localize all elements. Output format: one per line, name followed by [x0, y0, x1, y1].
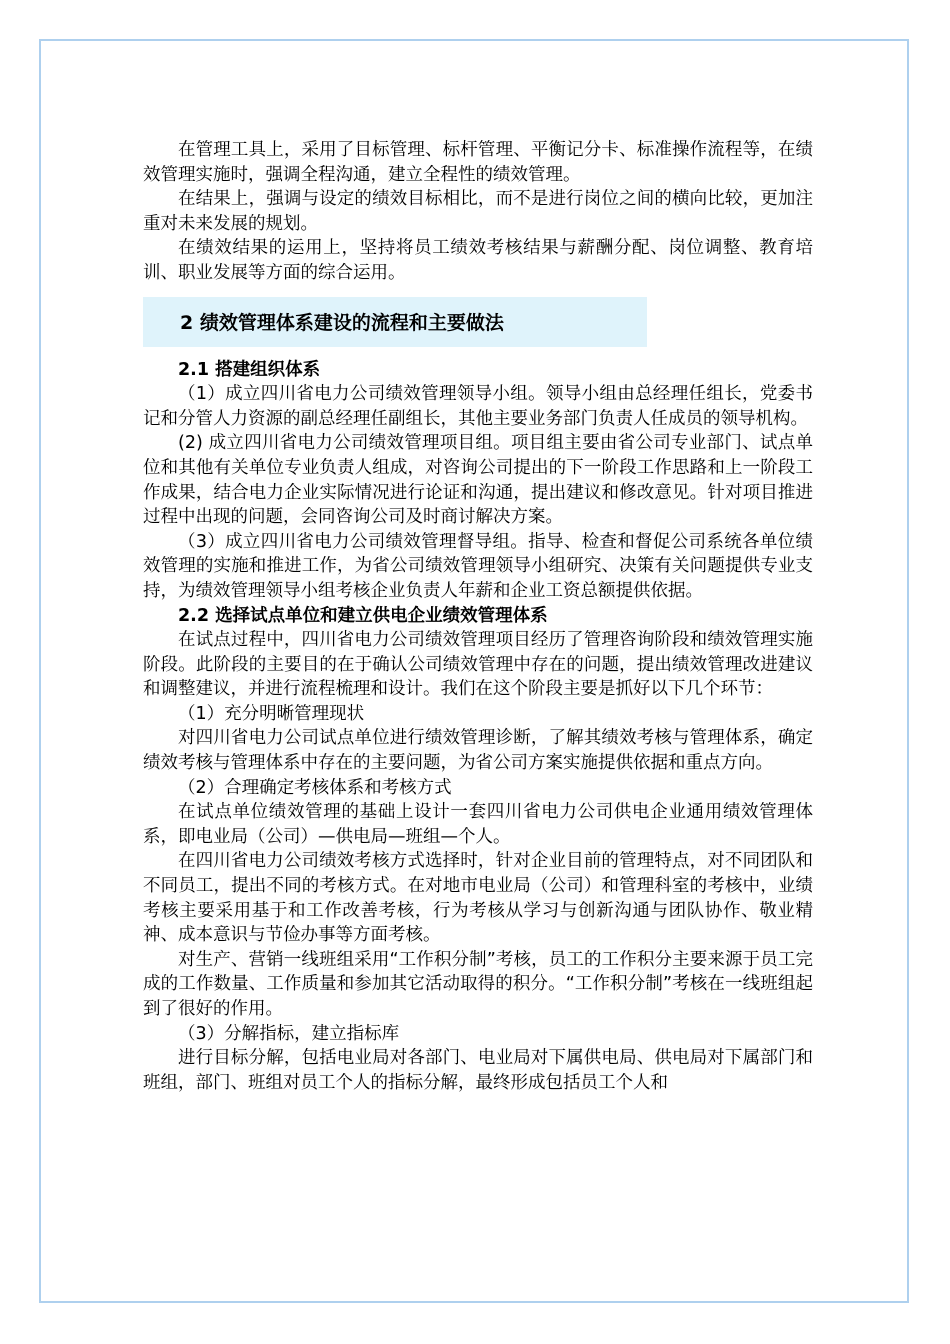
- paragraph: （1）成立四川省电力公司绩效管理领导小组。领导小组由总经理任组长，党委书记和分管人力资源的副总经理任副组长，其他主要业务部门负责人任成员的领导机构。: [143, 384, 813, 429]
- subsection-heading: 2.1 搭建组织体系: [178, 359, 321, 380]
- list-heading: （1）充分明晰管理现状: [178, 703, 365, 724]
- subsection-heading: 2.2 选择试点单位和建立供电企业绩效管理体系: [178, 605, 548, 626]
- paragraph: （3）成立四川省电力公司绩效管理督导组。指导、检查和督促公司系统各单位绩效管理的实施和推进工作，为省公司绩效管理领导小组研究、决策有关问题提供专业支持，为绩效管理领导小组考核企业负责人年薪和企业工资总额提供依据。: [143, 531, 813, 601]
- paragraph: 在四川省电力公司绩效考核方式选择时，针对企业目前的管理特点，对不同团队和不同员工，提出不同的考核方式。在对地市电业局（公司）和管理科室的考核中，业绩考核主要采用基于和工作改善考核，行为考核从学习与创新沟通与团队协作、敬业精神、成本意识与节俭办事等方面考核。: [143, 851, 813, 946]
- list-heading: （2）合理确定考核体系和考核方式: [178, 777, 452, 798]
- paragraph: 进行目标分解，包括电业局对各部门、电业局对下属供电局、供电局对下属部门和班组，部门、班组对员工个人的指标分解，最终形成包括员工个人和: [143, 1048, 813, 1093]
- paragraph: 在管理工具上，采用了目标管理、标杆管理、平衡记分卡、标准操作流程等，在绩效管理实施时，强调全程沟通，建立全程性的绩效管理。: [143, 140, 813, 185]
- paragraph: (2) 成立四川省电力公司绩效管理项目组。项目组主要由省公司专业部门、试点单位和其他有关单位专业负责人组成，对咨询公司提出的下一阶段工作思路和上一阶段工作成果，结合电力企业实际情况进行论证和沟通，提出建议和修改意见。针对项目推进过程中出现的问题，会同咨询公司及时商讨解决方案。: [143, 433, 813, 528]
- paragraph: 对生产、营销一线班组采用“工作积分制”考核，员工的工作积分主要来源于员工完成的工作数量、工作质量和参加其它活动取得的积分。“工作积分制”考核在一线班组起到了很好的作用。: [143, 949, 813, 1019]
- document-body: [143, 138, 813, 1095]
- list-heading: （3）分解指标，建立指标库: [178, 1023, 400, 1044]
- paragraph: 在绩效结果的运用上，坚持将员工绩效考核结果与薪酬分配、岗位调整、教育培训、职业发展等方面的综合运用。: [143, 238, 813, 283]
- paragraph: 对四川省电力公司试点单位进行绩效管理诊断，了解其绩效考核与管理体系，确定绩效考核与管理体系中存在的主要问题，为省公司方案实施提供依据和重点方向。: [143, 728, 813, 774]
- paragraph: 在结果上，强调与设定的绩效目标相比，而不是进行岗位之间的横向比较，更加注重对未来发展的规划。: [143, 189, 813, 234]
- section-heading: 2 绩效管理体系建设的流程和主要做法: [180, 312, 504, 335]
- paragraph: 在试点过程中，四川省电力公司绩效管理项目经历了管理咨询阶段和绩效管理实施阶段。此阶段的主要目的在于确认公司绩效管理中存在的问题，提出绩效管理改进建议和调整建议，并进行流程梳理和设计。我们在这个阶段主要是抓好以下几个环节：: [143, 630, 813, 700]
- paragraph: 在试点单位绩效管理的基础上设计一套四川省电力公司供电企业通用绩效管理体系，即电业局（公司）—供电局—班组—个人。: [143, 802, 813, 847]
- section-heading-box: [143, 297, 647, 347]
